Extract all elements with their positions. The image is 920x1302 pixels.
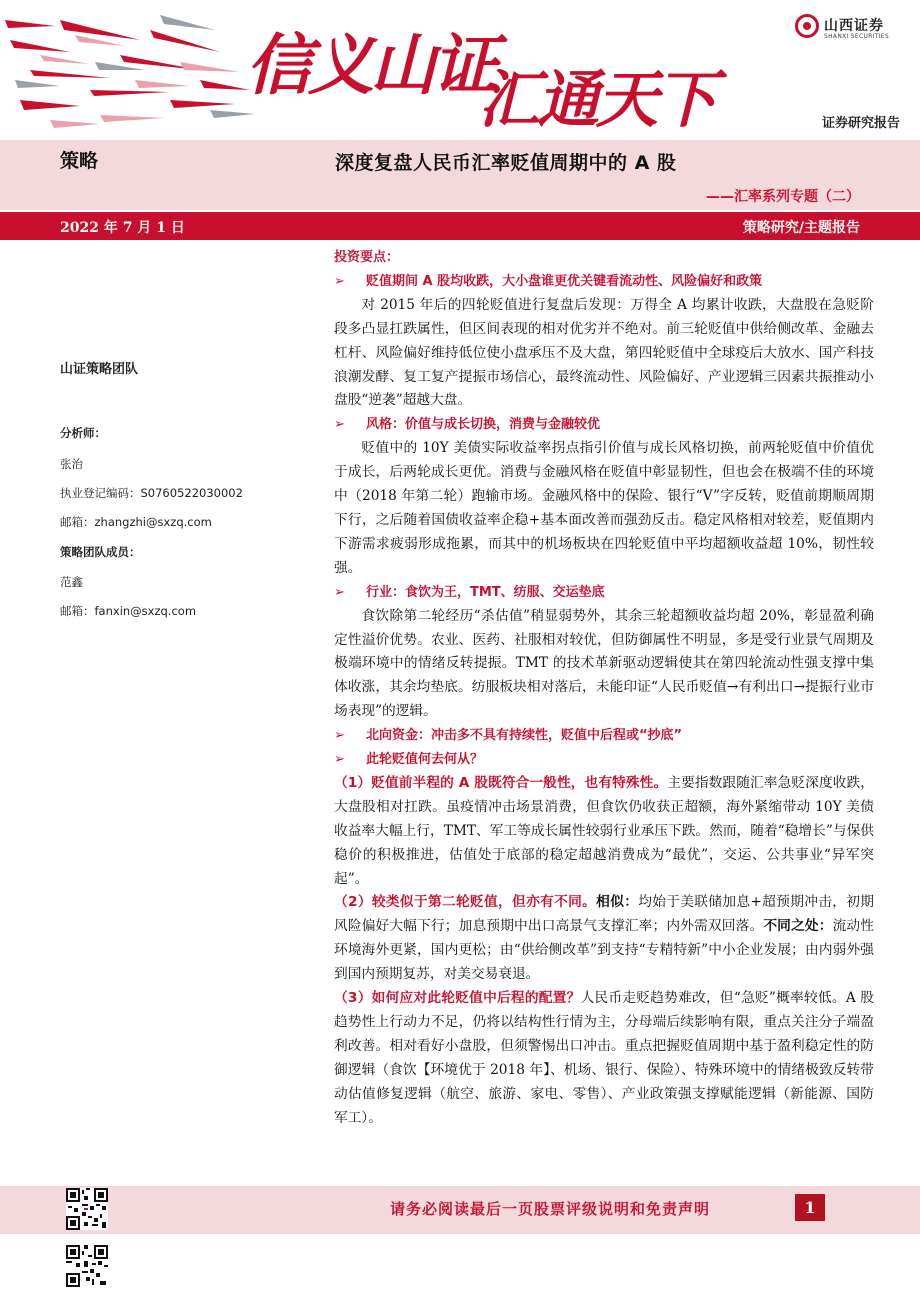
bullet-point [334, 270, 874, 294]
outlook-lead: （1）贬值前半程的 A 股既符合一般性，也有特殊性。 [334, 774, 668, 791]
bullet-point [334, 724, 874, 748]
logo-name: 山西证券 [824, 18, 884, 34]
company-logo [795, 14, 905, 44]
qr-code-icon [66, 1245, 108, 1287]
logo-english: SHANXI SECURITIES [824, 33, 889, 40]
qr-code-icon [66, 1188, 108, 1230]
bullet-text: 北向资金：冲击多不具有持续性，贬值中后程或“抄底” [366, 728, 683, 744]
outlook-point-2 [334, 891, 874, 987]
bullet-arrow-icon: ➢ [334, 273, 345, 289]
analyst-label: 分析师： [60, 426, 106, 440]
report-title: 深度复盘人民币汇率贬值周期中的 A 股 [335, 152, 677, 174]
bullet-text: 此轮贬值何去何从？ [366, 752, 484, 768]
member-name: 范鑫 [60, 575, 83, 589]
report-subtitle: ——汇率系列专题（二） [706, 189, 860, 205]
logo-mark-icon [795, 14, 819, 38]
bullet-text: 贬值期间 A 股均收跌，大小盘谁更优关键看流动性、风险偏好和政策 [366, 273, 763, 289]
bullet-point [334, 413, 874, 437]
outlook-text: 人民币走贬趋势难改，但“急贬”概率较低。A 股趋势性上行动力不足，仍将以结构性行情为主，分母端后续影响有限，重点关注分子端盈利改善。相对看好小盘股，但须警惕出口冲击。重点把握贬值周期中基于盈利稳定性的防御逻辑（食饮【环境优于 2018 年】、机场、银行、保险）、特殊环境中的情绪极致反转带动估值修复逻辑（航空、旅游、家电、零售）、产业政策强支撑赋能逻辑（新能源、国防军工）。 [334, 990, 874, 1126]
outlook-point-3 [334, 987, 874, 1130]
slogan-part-one: 信义山证 [246, 27, 494, 104]
team-name: 山证策略团队 [60, 362, 139, 377]
page-number: 1 [795, 1194, 825, 1221]
paragraph: 对 2015 年后的四轮贬值进行复盘后发现：万得全 A 均累计收跌，大盘股在急贬阶段多凸显扛跌属性，但区间表现的相对优劣并不绝对。前三轮贬值中供给侧改革、金融去杠杆、风险偏好维持低位使小盘承压不及大盘，第四轮贬值中全球疫后大放水、国产科技浪潮发酵、复工复产提振市场信心，最终流动性、风险偏好、产业逻辑三因素共振推动小盘股“逆袭”超越大盘。 [334, 296, 874, 409]
paragraph: 食饮除第二轮经历“杀估值”稍显弱势外，其余三轮超额收益均超 20%，彰显盈利确定性溢价优势。农业、医药、社服相对较优，但防御属性不明显，多是受行业景气周期及极端环境中的情绪反转提振。TMT 的技术革新驱动逻辑使其在第四轮流动性强支撑中集体收涨，其余均垫底。纺服板块相对落后，未能印证“人民币贬值→有利出口→提振行业市场表现”的逻辑。 [334, 607, 874, 720]
paragraph: 贬值中的 10Y 美债实际收益率拐点指引价值与成长风格切换，前两轮贬值中价值优于成长，后两轮成长更优。消费与金融风格在贬值中彰显韧性，但也会在极端不佳的环境中（2018 年第二轮）跑输市场。金融风格中的保险、银行“V”字反转，贬值前期顺周期下行，之后随着国债收益率企稳+基本面改善而强劲反击。稳定风格相对较差，贬值期内下游需求疲弱形成拖累，而其中的机场板块在四轮贬值中平均超额收益超 10%，韧性较强。 [334, 440, 874, 576]
similarity-text: 均始于美联储加息+超预期冲击，初期风险偏好大幅下行；加息预期中出口高景气支撑汇率；内外需双回落。 [334, 894, 874, 935]
disclaimer-notice: 请务必阅读最后一页股票评级说明和免责声明 [390, 1200, 711, 1218]
outlook-lead: （2）较类似于第二轮贬值，但亦有不同。 [334, 894, 597, 911]
slogan-part-two: 汇通天下 [478, 63, 715, 136]
investment-highlights [334, 246, 874, 1131]
bullet-text: 风格：价值与成长切换，消费与金融较优 [366, 417, 601, 433]
bullet-point [334, 748, 874, 772]
difference-label: 不同之处： [763, 918, 833, 935]
member-email[interactable]: 邮箱：fanxin@sxzq.com [60, 604, 197, 618]
team-members-label: 策略团队成员： [60, 545, 141, 559]
bullet-text: 行业：食饮为王，TMT、纺服、交运垫底 [366, 584, 605, 600]
outlook-lead: （3）如何应对此轮贬值中后程的配置？ [334, 990, 581, 1007]
difference-text: 流动性环境海外更紧，国内更松；由“供给侧改革”到支持“专精特新”中小企业发展；由内弱外强到国内预期复苏，对美交易衰退。 [334, 918, 874, 983]
analyst-name: 张治 [60, 457, 83, 471]
bullet-arrow-icon: ➢ [334, 417, 345, 433]
bullet-arrow-icon: ➢ [334, 584, 345, 600]
similarity-label: 相似： [596, 894, 639, 911]
report-category: 策略 [60, 150, 99, 172]
bullet-arrow-icon: ➢ [334, 728, 345, 744]
outlook-text: 主要指数跟随汇率急贬深度收跌，大盘股相对扛跌。虽疫情冲击场景消费，但食饮仍收获正超额，海外紧缩带动 10Y 美债收益率大幅上行，TMT、军工等成长属性较弱行业承压下跌。然而，随着“稳增长”与保供稳价的积极推进，估值处于底部的稳定超越消费成为“最优”，交运、公共事业“异军突起”。 [334, 774, 874, 887]
bullet-point [334, 581, 874, 605]
highlights-heading: 投资要点： [334, 250, 400, 265]
analyst-email[interactable]: 邮箱：zhangzhi@sxzq.com [60, 515, 212, 529]
bullet-arrow-icon: ➢ [334, 752, 345, 768]
header-banner [0, 0, 920, 140]
report-classification: 策略研究/主题报告 [742, 220, 860, 236]
outlook-point-1 [334, 772, 874, 892]
analyst-license: 执业登记编码：S0760522030002 [60, 486, 243, 500]
report-date: 2022 年 7 月 1 日 [60, 220, 185, 236]
report-type-label: 证券研究报告 [821, 116, 900, 131]
